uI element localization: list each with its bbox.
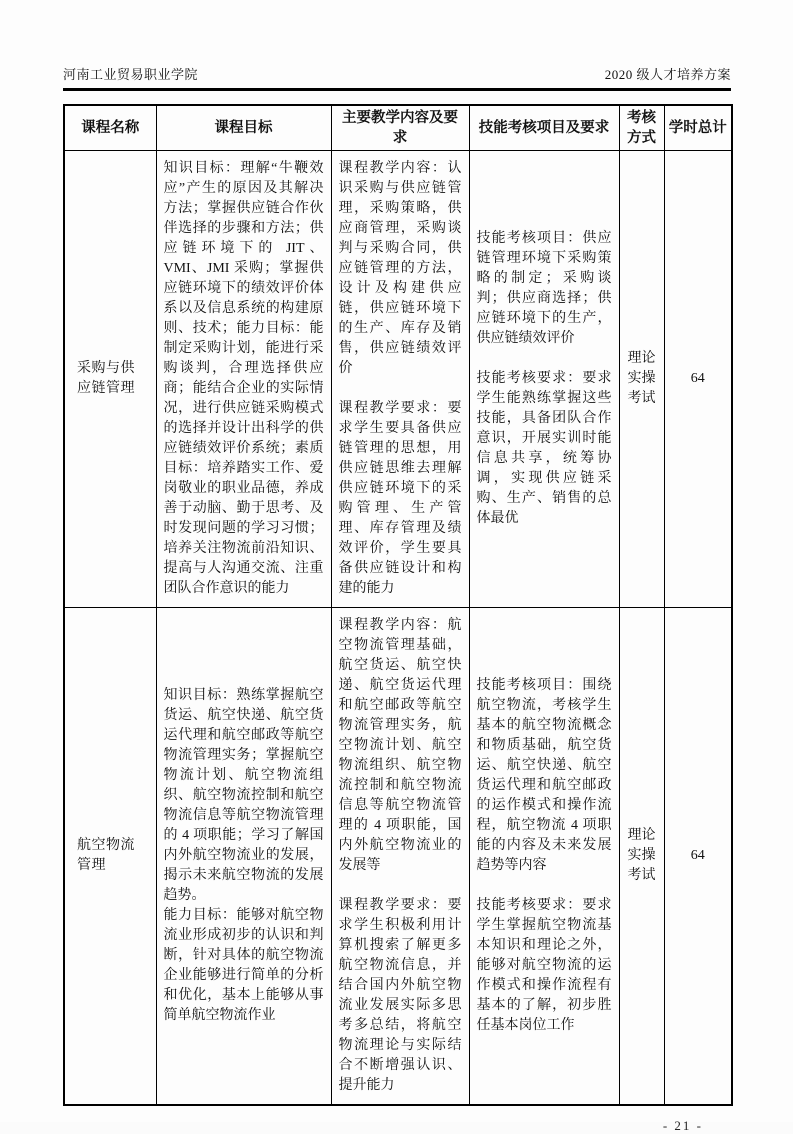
col-header-hours: 学时总计 bbox=[664, 105, 732, 151]
assessment-requirements-paragraph: 技能考核要求：要求学生掌握航空物流基本知识和理论之外，能够对航空物流的运作模式和操作流程有基本的了解，初步胜任基本岗位工作 bbox=[476, 897, 612, 1033]
method-line: 实操 bbox=[627, 847, 656, 863]
teaching-requirements-paragraph: 课程教学要求：要求学生积极利用计算机搜索了解更多航空物流信息，并结合国内外航空物流业发展实际多思考多总结，将航空物流理论与实际结合不断增强认识、提升能力 bbox=[338, 897, 462, 1093]
objectives-knowledge-paragraph: 知识目标：熟练掌握航空货运、航空快递、航空货运代理和航空邮政等航空物流管理实务；掌握航空物流计划、航空物流组织、航空物流控制和航空物流信息等航空物流管理的 4 项职能；学习了解国内外航空物流业的发展，揭示未来航空物流的发展趋势。 bbox=[163, 687, 324, 903]
assessment-requirements-paragraph: 技能考核要求：要求学生能熟练掌握这些技能，具备团队合作意识，开展实训时能信息共享，统筹协调，实现供应链采购、生产、销售的总体最优 bbox=[476, 370, 612, 526]
method-line: 理论 bbox=[627, 350, 656, 366]
cell-objectives bbox=[156, 607, 331, 1105]
page-header bbox=[63, 64, 731, 88]
objectives-paragraph: 知识目标：理解“牛鞭效应”产生的原因及其解决方法；掌握供应链合作伙伴选择的步骤和方法；供应链环境下的 JIT、VMI、JMI 采购；掌握供应链环境下的绩效评价体系以及信息系统的构建原则、技术；能力目标：能制定采购计划，能进行采购谈判，合理选择供应商；能结合企业的实际情况，进行供应链采购模式的选择并设计出科学的供应链绩效评价系统；素质目标：培养踏实工作、爱岗敬业的职业品德，养成善于动脑、勤于思考、及时发现问题的学习习惯；培养关注物流前沿知识、提高与人沟通交流、注重团队合作意识的能力 bbox=[163, 160, 324, 596]
assessment-items-paragraph: 技能考核项目：围绕航空物流，考核学生基本的航空物流概念和物质基础，航空货运、航空快递、航空货运代理和航空邮政的运作模式和操作流程，航空物流 4 项职能的内容及未来发展趋势等内容 bbox=[476, 677, 612, 873]
col-header-objectives: 课程目标 bbox=[156, 105, 331, 151]
table-row-aviation-logistics bbox=[64, 607, 732, 1105]
cell-course-name: 航空物流管理 bbox=[64, 607, 156, 1105]
method-line: 考试 bbox=[627, 390, 656, 406]
cell-teaching-content bbox=[331, 150, 469, 607]
method-line: 理论 bbox=[627, 827, 656, 843]
col-header-course-name: 课程名称 bbox=[64, 105, 156, 151]
cell-teaching-content bbox=[331, 607, 469, 1105]
teaching-requirements-paragraph: 课程教学要求：要求学生要具备供应链管理的思想，用供应链思维去理解供应链环境下的采购管理、生产管理、库存管理及绩效评价，学生要具备供应链设计和构建的能力 bbox=[338, 400, 462, 596]
cell-method bbox=[619, 150, 664, 607]
assessment-items-paragraph: 技能考核项目：供应链管理环境下采购策略的制定；采购谈判；供应商选择；供应链环境下的生产，供应链绩效评价 bbox=[476, 230, 612, 346]
page-footer bbox=[63, 1118, 731, 1134]
header-rule bbox=[63, 88, 731, 91]
col-header-assessment: 技能考核项目及要求 bbox=[469, 105, 619, 151]
table-row-procurement-supply-chain bbox=[64, 150, 732, 607]
cell-objectives bbox=[156, 150, 331, 607]
cell-hours: 64 bbox=[664, 607, 732, 1105]
cell-assessment bbox=[469, 607, 619, 1105]
cell-method bbox=[619, 607, 664, 1105]
teaching-content-paragraph: 课程教学内容：航空物流管理基础，航空货运、航空快递、航空货运代理和航空邮政等航空物流管理实务，航空物流计划、航空物流组织、航空物流控制和航空物流信息等航空物流管理的 4 项职能，国内外航空物流业的发展等 bbox=[338, 617, 462, 873]
table-header-row bbox=[64, 105, 732, 151]
teaching-content-paragraph: 课程教学内容：认识采购与供应链管理，采购策略，供应商管理，采购谈判与采购合同，供应链管理的方法，设计及构建供应链，供应链环境下的生产、库存及销售，供应链绩效评价 bbox=[338, 160, 462, 376]
col-header-teaching-content: 主要教学内容及要求 bbox=[331, 105, 469, 151]
cell-course-name: 采购与供应链管理 bbox=[64, 150, 156, 607]
page-content bbox=[63, 64, 731, 1134]
method-line: 考试 bbox=[627, 867, 656, 883]
cell-assessment bbox=[469, 150, 619, 607]
course-table bbox=[63, 104, 733, 1106]
col-header-method: 考核方式 bbox=[619, 105, 664, 151]
objectives-ability-paragraph: 能力目标：能够对航空物流业形成初步的认识和判断，针对具体的航空物流企业能够进行简单的分析和优化，基本上能够从事简单航空物流作业 bbox=[163, 907, 324, 1023]
method-line: 实操 bbox=[627, 370, 656, 386]
school-name: 河南工业贸易职业学院 bbox=[63, 67, 199, 82]
page-number: - 21 - bbox=[662, 1117, 703, 1133]
cell-hours: 64 bbox=[664, 150, 732, 607]
program-title: 2020 级人才培养方案 bbox=[604, 67, 731, 82]
